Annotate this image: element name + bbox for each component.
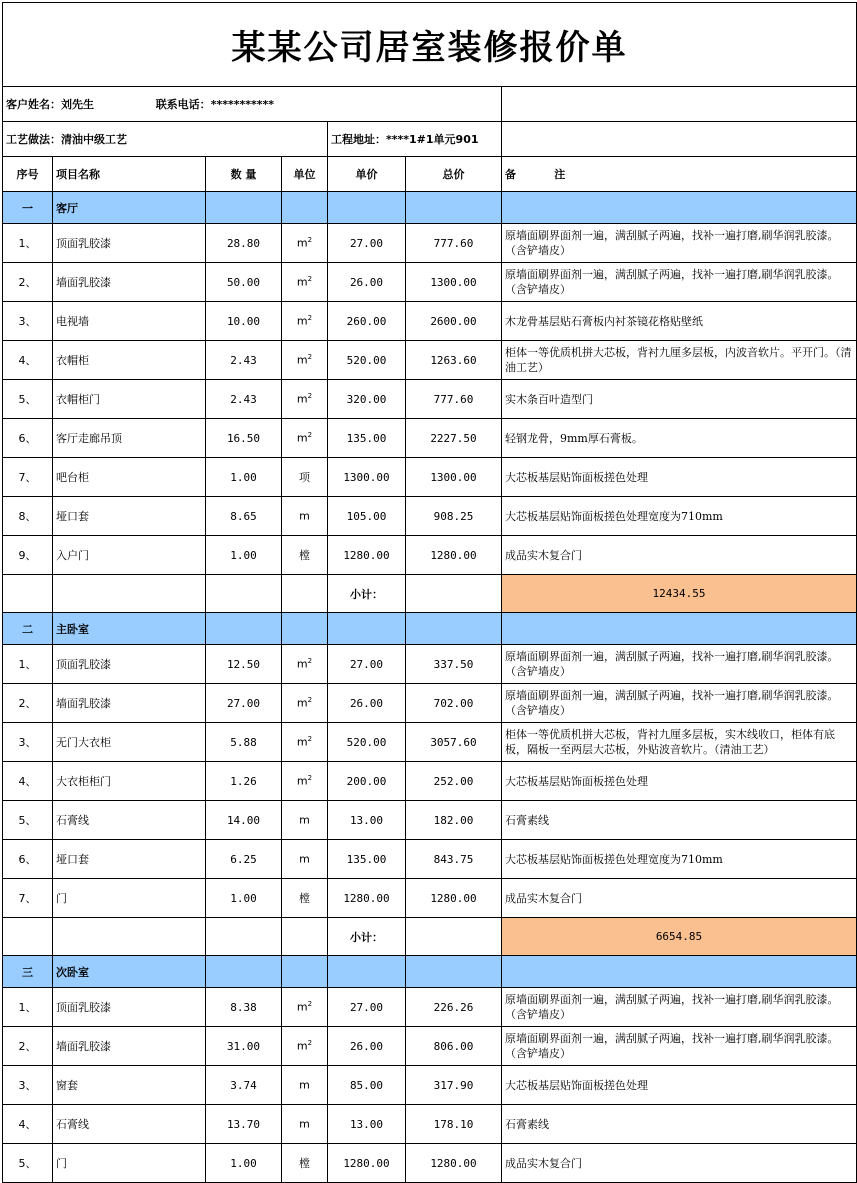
table-row [3, 1027, 857, 1066]
item-unit-price: 26.00 [328, 263, 406, 302]
unit-text: m [296, 1000, 308, 1014]
item-unit [282, 302, 328, 341]
item-unit [282, 879, 328, 918]
table-row [3, 1066, 857, 1105]
process-label: 工艺做法： [6, 133, 61, 146]
item-number: 1、 [3, 645, 53, 684]
unit-superscript: 2 [307, 735, 313, 744]
item-note: 原墙面刷界面剂一遍，满刮腻子两遍，找补一遍打磨,刷华润乳胶漆。（含铲墙皮） [502, 263, 857, 302]
item-total: 337.50 [406, 645, 502, 684]
address-value: ****1#1单元901 [386, 133, 479, 146]
unit-superscript: 2 [307, 774, 313, 783]
unit-text: m [296, 275, 308, 289]
item-name: 客厅走廊吊顶 [53, 419, 206, 458]
item-number: 6、 [3, 840, 53, 879]
address-info [328, 122, 502, 157]
blank-cell [502, 192, 857, 224]
item-unit-price: 200.00 [328, 762, 406, 801]
unit-superscript: 2 [307, 1000, 313, 1009]
item-quantity: 14.00 [206, 801, 282, 840]
unit-superscript: 2 [307, 431, 313, 440]
item-number: 4、 [3, 1105, 53, 1144]
section-number: 一 [3, 192, 53, 224]
item-number: 2、 [3, 1027, 53, 1066]
item-note: 大芯板基层贴饰面板搓色处理宽度为710mm [502, 497, 857, 536]
item-number: 5、 [3, 380, 53, 419]
unit-text: m [299, 1078, 310, 1092]
item-name: 墙面乳胶漆 [53, 684, 206, 723]
blank-cell [282, 918, 328, 956]
table-row [3, 879, 857, 918]
item-quantity: 1.00 [206, 879, 282, 918]
blank-cell [406, 613, 502, 645]
unit-text: m [296, 236, 308, 250]
quote-table [2, 2, 857, 1183]
table-row [3, 419, 857, 458]
item-quantity: 10.00 [206, 302, 282, 341]
item-note: 原墙面刷界面剂一遍，满刮腻子两遍，找补一遍打磨,刷华润乳胶漆。（含铲墙皮） [502, 645, 857, 684]
col-unit: 单位 [282, 157, 328, 192]
item-name: 墙面乳胶漆 [53, 1027, 206, 1066]
item-unit-price: 520.00 [328, 341, 406, 380]
item-unit [282, 536, 328, 575]
item-note: 大芯板基层贴饰面板搓色处理 [502, 762, 857, 801]
item-note: 实木条百叶造型门 [502, 380, 857, 419]
item-unit [282, 840, 328, 879]
item-note: 原墙面刷界面剂一遍，满刮腻子两遍，找补一遍打磨,刷华润乳胶漆。（含铲墙皮） [502, 1027, 857, 1066]
section-number: 三 [3, 956, 53, 988]
blank-cell [206, 192, 282, 224]
unit-text: m [296, 1039, 308, 1053]
item-note: 石膏素线 [502, 801, 857, 840]
item-note: 柜体一等优质机拼大芯板，背衬九厘多层板，内波音软片。平开门。（清油工艺） [502, 341, 857, 380]
item-note: 原墙面刷界面剂一遍，满刮腻子两遍，找补一遍打磨,刷华润乳胶漆。（含铲墙皮） [502, 684, 857, 723]
customer-info [3, 87, 502, 122]
subtotal-row [3, 575, 857, 613]
item-total: 182.00 [406, 801, 502, 840]
table-row [3, 762, 857, 801]
item-name: 衣帽柜 [53, 341, 206, 380]
item-note: 石膏素线 [502, 1105, 857, 1144]
table-row [3, 723, 857, 762]
item-total: 777.60 [406, 380, 502, 419]
item-unit-price: 27.00 [328, 645, 406, 684]
item-note: 原墙面刷界面剂一遍，满刮腻子两遍，找补一遍打磨,刷华润乳胶漆。（含铲墙皮） [502, 224, 857, 263]
item-quantity: 27.00 [206, 684, 282, 723]
item-total: 178.10 [406, 1105, 502, 1144]
unit-text: m [296, 392, 308, 406]
blank-cell [328, 192, 406, 224]
blank-cell [3, 575, 53, 613]
item-total: 1280.00 [406, 879, 502, 918]
item-unit [282, 263, 328, 302]
unit-superscript: 2 [307, 236, 313, 245]
table-row [3, 645, 857, 684]
item-number: 9、 [3, 536, 53, 575]
item-quantity: 28.80 [206, 224, 282, 263]
item-quantity: 1.26 [206, 762, 282, 801]
blank-cell [282, 956, 328, 988]
table-row [3, 684, 857, 723]
item-unit-price: 1300.00 [328, 458, 406, 497]
unit-text: m [296, 657, 308, 671]
blank-cell [406, 918, 502, 956]
item-name: 顶面乳胶漆 [53, 988, 206, 1027]
blank-cell [502, 122, 857, 157]
item-unit [282, 645, 328, 684]
section-number: 二 [3, 613, 53, 645]
blank-cell [282, 192, 328, 224]
item-note: 木龙骨基层贴石膏板内衬茶镜花格贴壁纸 [502, 302, 857, 341]
item-unit-price: 1280.00 [328, 879, 406, 918]
item-unit-price: 26.00 [328, 1027, 406, 1066]
item-unit-price: 105.00 [328, 497, 406, 536]
item-quantity: 16.50 [206, 419, 282, 458]
item-quantity: 8.65 [206, 497, 282, 536]
unit-text: m [299, 852, 310, 866]
item-quantity: 1.00 [206, 1144, 282, 1183]
table-row [3, 263, 857, 302]
item-note: 成品实木复合门 [502, 1144, 857, 1183]
item-name: 顶面乳胶漆 [53, 224, 206, 263]
item-total: 1300.00 [406, 263, 502, 302]
blank-cell [206, 956, 282, 988]
col-total: 总价 [406, 157, 502, 192]
item-number: 1、 [3, 224, 53, 263]
item-name: 衣帽柜门 [53, 380, 206, 419]
item-name: 墙面乳胶漆 [53, 263, 206, 302]
item-total: 702.00 [406, 684, 502, 723]
table-row [3, 801, 857, 840]
table-row [3, 1105, 857, 1144]
item-total: 252.00 [406, 762, 502, 801]
item-unit [282, 419, 328, 458]
item-unit-price: 27.00 [328, 988, 406, 1027]
item-name: 石膏线 [53, 801, 206, 840]
blank-cell [406, 956, 502, 988]
item-quantity: 2.43 [206, 380, 282, 419]
item-note: 成品实木复合门 [502, 536, 857, 575]
item-note: 柜体一等优质机拼大芯板，背衬九厘多层板，实木线收口，柜体有底板，隔板一至两层大芯板，外贴波音软片。（清油工艺） [502, 723, 857, 762]
item-unit-price: 26.00 [328, 684, 406, 723]
item-note: 轻钢龙骨，9mm厚石膏板。 [502, 419, 857, 458]
item-unit [282, 458, 328, 497]
blank-cell [502, 87, 857, 122]
item-unit-price: 135.00 [328, 840, 406, 879]
table-row [3, 380, 857, 419]
item-unit-price: 1280.00 [328, 536, 406, 575]
item-number: 6、 [3, 419, 53, 458]
item-unit [282, 497, 328, 536]
page-title: 某某公司居室装修报价单 [3, 3, 857, 87]
section-header-row [3, 956, 857, 988]
blank-cell [282, 613, 328, 645]
item-unit-price: 1280.00 [328, 1144, 406, 1183]
item-total: 317.90 [406, 1066, 502, 1105]
item-name: 门 [53, 879, 206, 918]
address-label: 工程地址： [331, 133, 386, 146]
table-row [3, 536, 857, 575]
item-number: 7、 [3, 458, 53, 497]
item-quantity: 5.88 [206, 723, 282, 762]
table-row [3, 840, 857, 879]
unit-text: m [296, 696, 308, 710]
unit-text: m [296, 353, 308, 367]
item-note: 大芯板基层贴饰面板搓色处理宽度为710mm [502, 840, 857, 879]
item-unit-price: 85.00 [328, 1066, 406, 1105]
item-number: 3、 [3, 302, 53, 341]
item-name: 无门大衣柜 [53, 723, 206, 762]
item-note: 成品实木复合门 [502, 879, 857, 918]
item-number: 2、 [3, 684, 53, 723]
item-quantity: 2.43 [206, 341, 282, 380]
item-name: 大衣柜柜门 [53, 762, 206, 801]
unit-text: m [299, 1117, 310, 1131]
item-total: 1280.00 [406, 536, 502, 575]
item-unit [282, 801, 328, 840]
subtotal-label: 小计： [328, 575, 406, 613]
unit-superscript: 2 [307, 275, 313, 284]
subtotal-row [3, 918, 857, 956]
item-number: 3、 [3, 1066, 53, 1105]
item-number: 5、 [3, 801, 53, 840]
col-no: 序号 [3, 157, 53, 192]
item-number: 3、 [3, 723, 53, 762]
col-qty: 数 量 [206, 157, 282, 192]
table-row [3, 224, 857, 263]
customer-name-label: 客户姓名： [6, 98, 61, 111]
item-name: 吧台柜 [53, 458, 206, 497]
subtotal-label: 小计： [328, 918, 406, 956]
blank-cell [282, 575, 328, 613]
item-unit [282, 1066, 328, 1105]
item-number: 4、 [3, 341, 53, 380]
item-unit-price: 135.00 [328, 419, 406, 458]
unit-text: m [296, 314, 308, 328]
item-total: 1263.60 [406, 341, 502, 380]
item-total: 843.75 [406, 840, 502, 879]
unit-superscript: 2 [307, 1039, 313, 1048]
item-total: 777.60 [406, 224, 502, 263]
item-unit [282, 1027, 328, 1066]
item-number: 7、 [3, 879, 53, 918]
item-number: 2、 [3, 263, 53, 302]
item-unit [282, 1105, 328, 1144]
item-name: 石膏线 [53, 1105, 206, 1144]
col-price: 单价 [328, 157, 406, 192]
item-quantity: 12.50 [206, 645, 282, 684]
blank-cell [206, 613, 282, 645]
section-name: 次卧室 [53, 956, 206, 988]
item-unit-price: 13.00 [328, 1105, 406, 1144]
blank-cell [328, 613, 406, 645]
unit-superscript: 2 [307, 657, 313, 666]
item-name: 垭口套 [53, 497, 206, 536]
item-total: 806.00 [406, 1027, 502, 1066]
item-quantity: 1.00 [206, 458, 282, 497]
item-total: 2227.50 [406, 419, 502, 458]
item-number: 8、 [3, 497, 53, 536]
blank-cell [406, 192, 502, 224]
item-quantity: 8.38 [206, 988, 282, 1027]
item-name: 电视墙 [53, 302, 206, 341]
item-name: 门 [53, 1144, 206, 1183]
unit-text: m [299, 509, 310, 523]
item-unit [282, 224, 328, 263]
blank-cell [406, 575, 502, 613]
item-total: 226.26 [406, 988, 502, 1027]
item-unit-price: 320.00 [328, 380, 406, 419]
item-total: 2600.00 [406, 302, 502, 341]
item-number: 4、 [3, 762, 53, 801]
unit-text: 项 [299, 471, 310, 484]
customer-name: 刘先生 [61, 98, 94, 111]
section-name: 客厅 [53, 192, 206, 224]
item-unit-price: 27.00 [328, 224, 406, 263]
blank-cell [502, 956, 857, 988]
unit-text: m [296, 431, 308, 445]
item-quantity: 1.00 [206, 536, 282, 575]
process-info [3, 122, 328, 157]
item-number: 5、 [3, 1144, 53, 1183]
unit-text: m [299, 813, 310, 827]
item-total: 1280.00 [406, 1144, 502, 1183]
col-note: 备 注 [502, 157, 857, 192]
item-name: 入户门 [53, 536, 206, 575]
unit-text: 樘 [299, 1157, 310, 1170]
blank-cell [3, 918, 53, 956]
table-row [3, 302, 857, 341]
item-quantity: 13.70 [206, 1105, 282, 1144]
item-note: 原墙面刷界面剂一遍，满刮腻子两遍，找补一遍打磨,刷华润乳胶漆。（含铲墙皮） [502, 988, 857, 1027]
blank-cell [53, 575, 206, 613]
item-unit [282, 762, 328, 801]
column-header-row [3, 157, 857, 192]
item-total: 3057.60 [406, 723, 502, 762]
item-note: 大芯板基层贴饰面板搓色处理 [502, 1066, 857, 1105]
unit-superscript: 2 [307, 314, 313, 323]
subtotal-amount: 6654.85 [502, 918, 857, 956]
process-value: 清油中级工艺 [61, 133, 127, 146]
item-name: 顶面乳胶漆 [53, 645, 206, 684]
col-name: 项目名称 [53, 157, 206, 192]
phone-label: 联系电话： [155, 98, 211, 111]
table-row [3, 497, 857, 536]
item-unit-price: 13.00 [328, 801, 406, 840]
item-unit-price: 260.00 [328, 302, 406, 341]
item-unit-price: 520.00 [328, 723, 406, 762]
table-row [3, 458, 857, 497]
item-unit [282, 341, 328, 380]
item-unit [282, 684, 328, 723]
unit-superscript: 2 [307, 696, 313, 705]
blank-cell [53, 918, 206, 956]
unit-text: 樘 [299, 549, 310, 562]
item-unit [282, 723, 328, 762]
unit-text: m [296, 735, 308, 749]
blank-cell [502, 613, 857, 645]
table-row [3, 341, 857, 380]
blank-cell [206, 575, 282, 613]
item-quantity: 50.00 [206, 263, 282, 302]
item-unit [282, 988, 328, 1027]
subtotal-amount: 12434.55 [502, 575, 857, 613]
item-quantity: 3.74 [206, 1066, 282, 1105]
item-name: 垭口套 [53, 840, 206, 879]
unit-text: m [296, 774, 308, 788]
item-unit [282, 380, 328, 419]
phone-value: *********** [210, 98, 274, 111]
section-name: 主卧室 [53, 613, 206, 645]
blank-cell [328, 956, 406, 988]
item-number: 1、 [3, 988, 53, 1027]
item-total: 908.25 [406, 497, 502, 536]
item-quantity: 31.00 [206, 1027, 282, 1066]
table-row [3, 988, 857, 1027]
unit-superscript: 2 [307, 392, 313, 401]
section-header-row [3, 192, 857, 224]
unit-text: 樘 [299, 892, 310, 905]
item-note: 大芯板基层贴饰面板搓色处理 [502, 458, 857, 497]
item-name: 窗套 [53, 1066, 206, 1105]
item-quantity: 6.25 [206, 840, 282, 879]
unit-superscript: 2 [307, 353, 313, 362]
section-header-row [3, 613, 857, 645]
item-total: 1300.00 [406, 458, 502, 497]
blank-cell [206, 918, 282, 956]
